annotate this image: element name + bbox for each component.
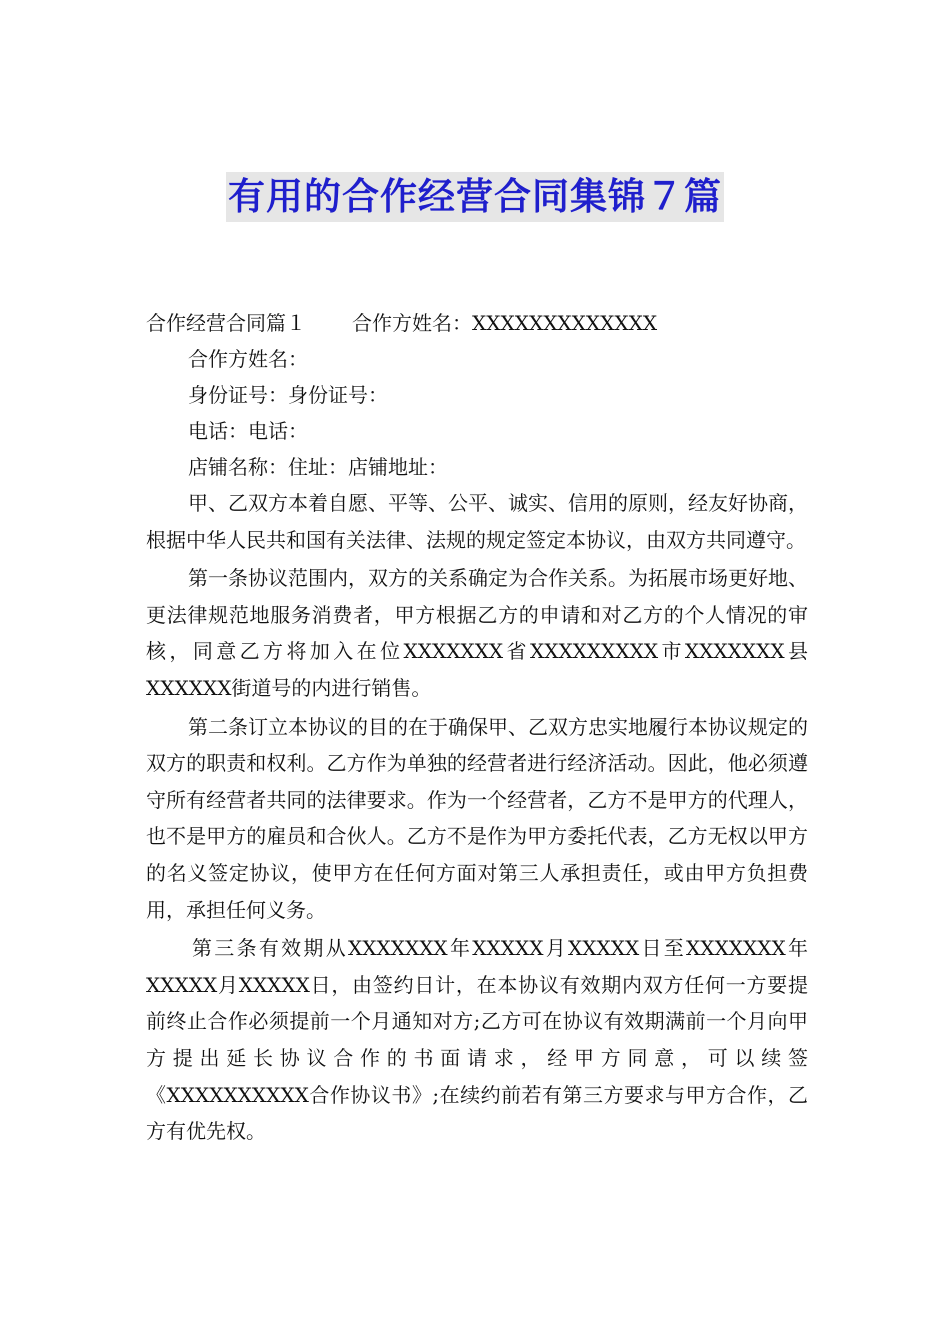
paragraph-preamble: 甲、乙双方本着自愿、平等、公平、诚实、信用的原则，经友好协商，根据中华人民共和国有关法律、法规的规定签定本协议，由双方共同遵守。: [146, 491, 808, 552]
field-id-number: 身份证号：身份证号：: [188, 383, 388, 407]
document-title: 有用的合作经营合同集锦７篇: [226, 172, 724, 222]
field-party-name: 合作方姓名：: [188, 347, 308, 371]
section-heading: 合作经营合同篇１: [146, 311, 306, 335]
field-shop-address: 店铺名称：住址：店铺地址：: [188, 455, 448, 479]
document-body: [146, 305, 808, 1150]
paragraph-article-3: 第三条有效期从XXXXXXX年XXXXX月XXXXX日至XXXXXXX年XXXXX月XXXXX日，由签约日计，在本协议有效期内双方任何一方要提前终止合作必须提前一个月通知对方;乙方可在协议有效期满前一个月向甲方提出延长协议合作的书面请求，经甲方同意，可以续签《XXXXXXXXXX合作协议书》;在续约前若有第三方要求与甲方合作，乙方有优先权。: [146, 936, 808, 1144]
title-container: [0, 172, 950, 222]
paragraph-article-1: 第一条协议范围内，双方的关系确定为合作关系。为拓展市场更好地、更法律规范地服务消费者，甲方根据乙方的申请和对乙方的个人情况的审核，同意乙方将加入在位XXXXXXX省XXXXXXXXX市XXXXXXX县XXXXXX街道号的内进行销售。: [146, 566, 808, 700]
party-name-line: 合作方姓名：XXXXXXXXXXXXX: [352, 311, 658, 335]
paragraph-article-2: 第二条订立本协议的目的在于确保甲、乙双方忠实地履行本协议规定的双方的职责和权利。乙方作为单独的经营者进行经济活动。因此，他必须遵守所有经营者共同的法律要求。作为一个经营者，乙方不是甲方的代理人，也不是甲方的雇员和合伙人。乙方不是作为甲方委托代表，乙方无权以甲方的名义签定协议，使甲方在任何方面对第三人承担责任，或由甲方负担费用，承担任何义务。: [146, 714, 808, 922]
field-phone: 电话：电话：: [188, 419, 308, 443]
header-line: [146, 305, 808, 341]
